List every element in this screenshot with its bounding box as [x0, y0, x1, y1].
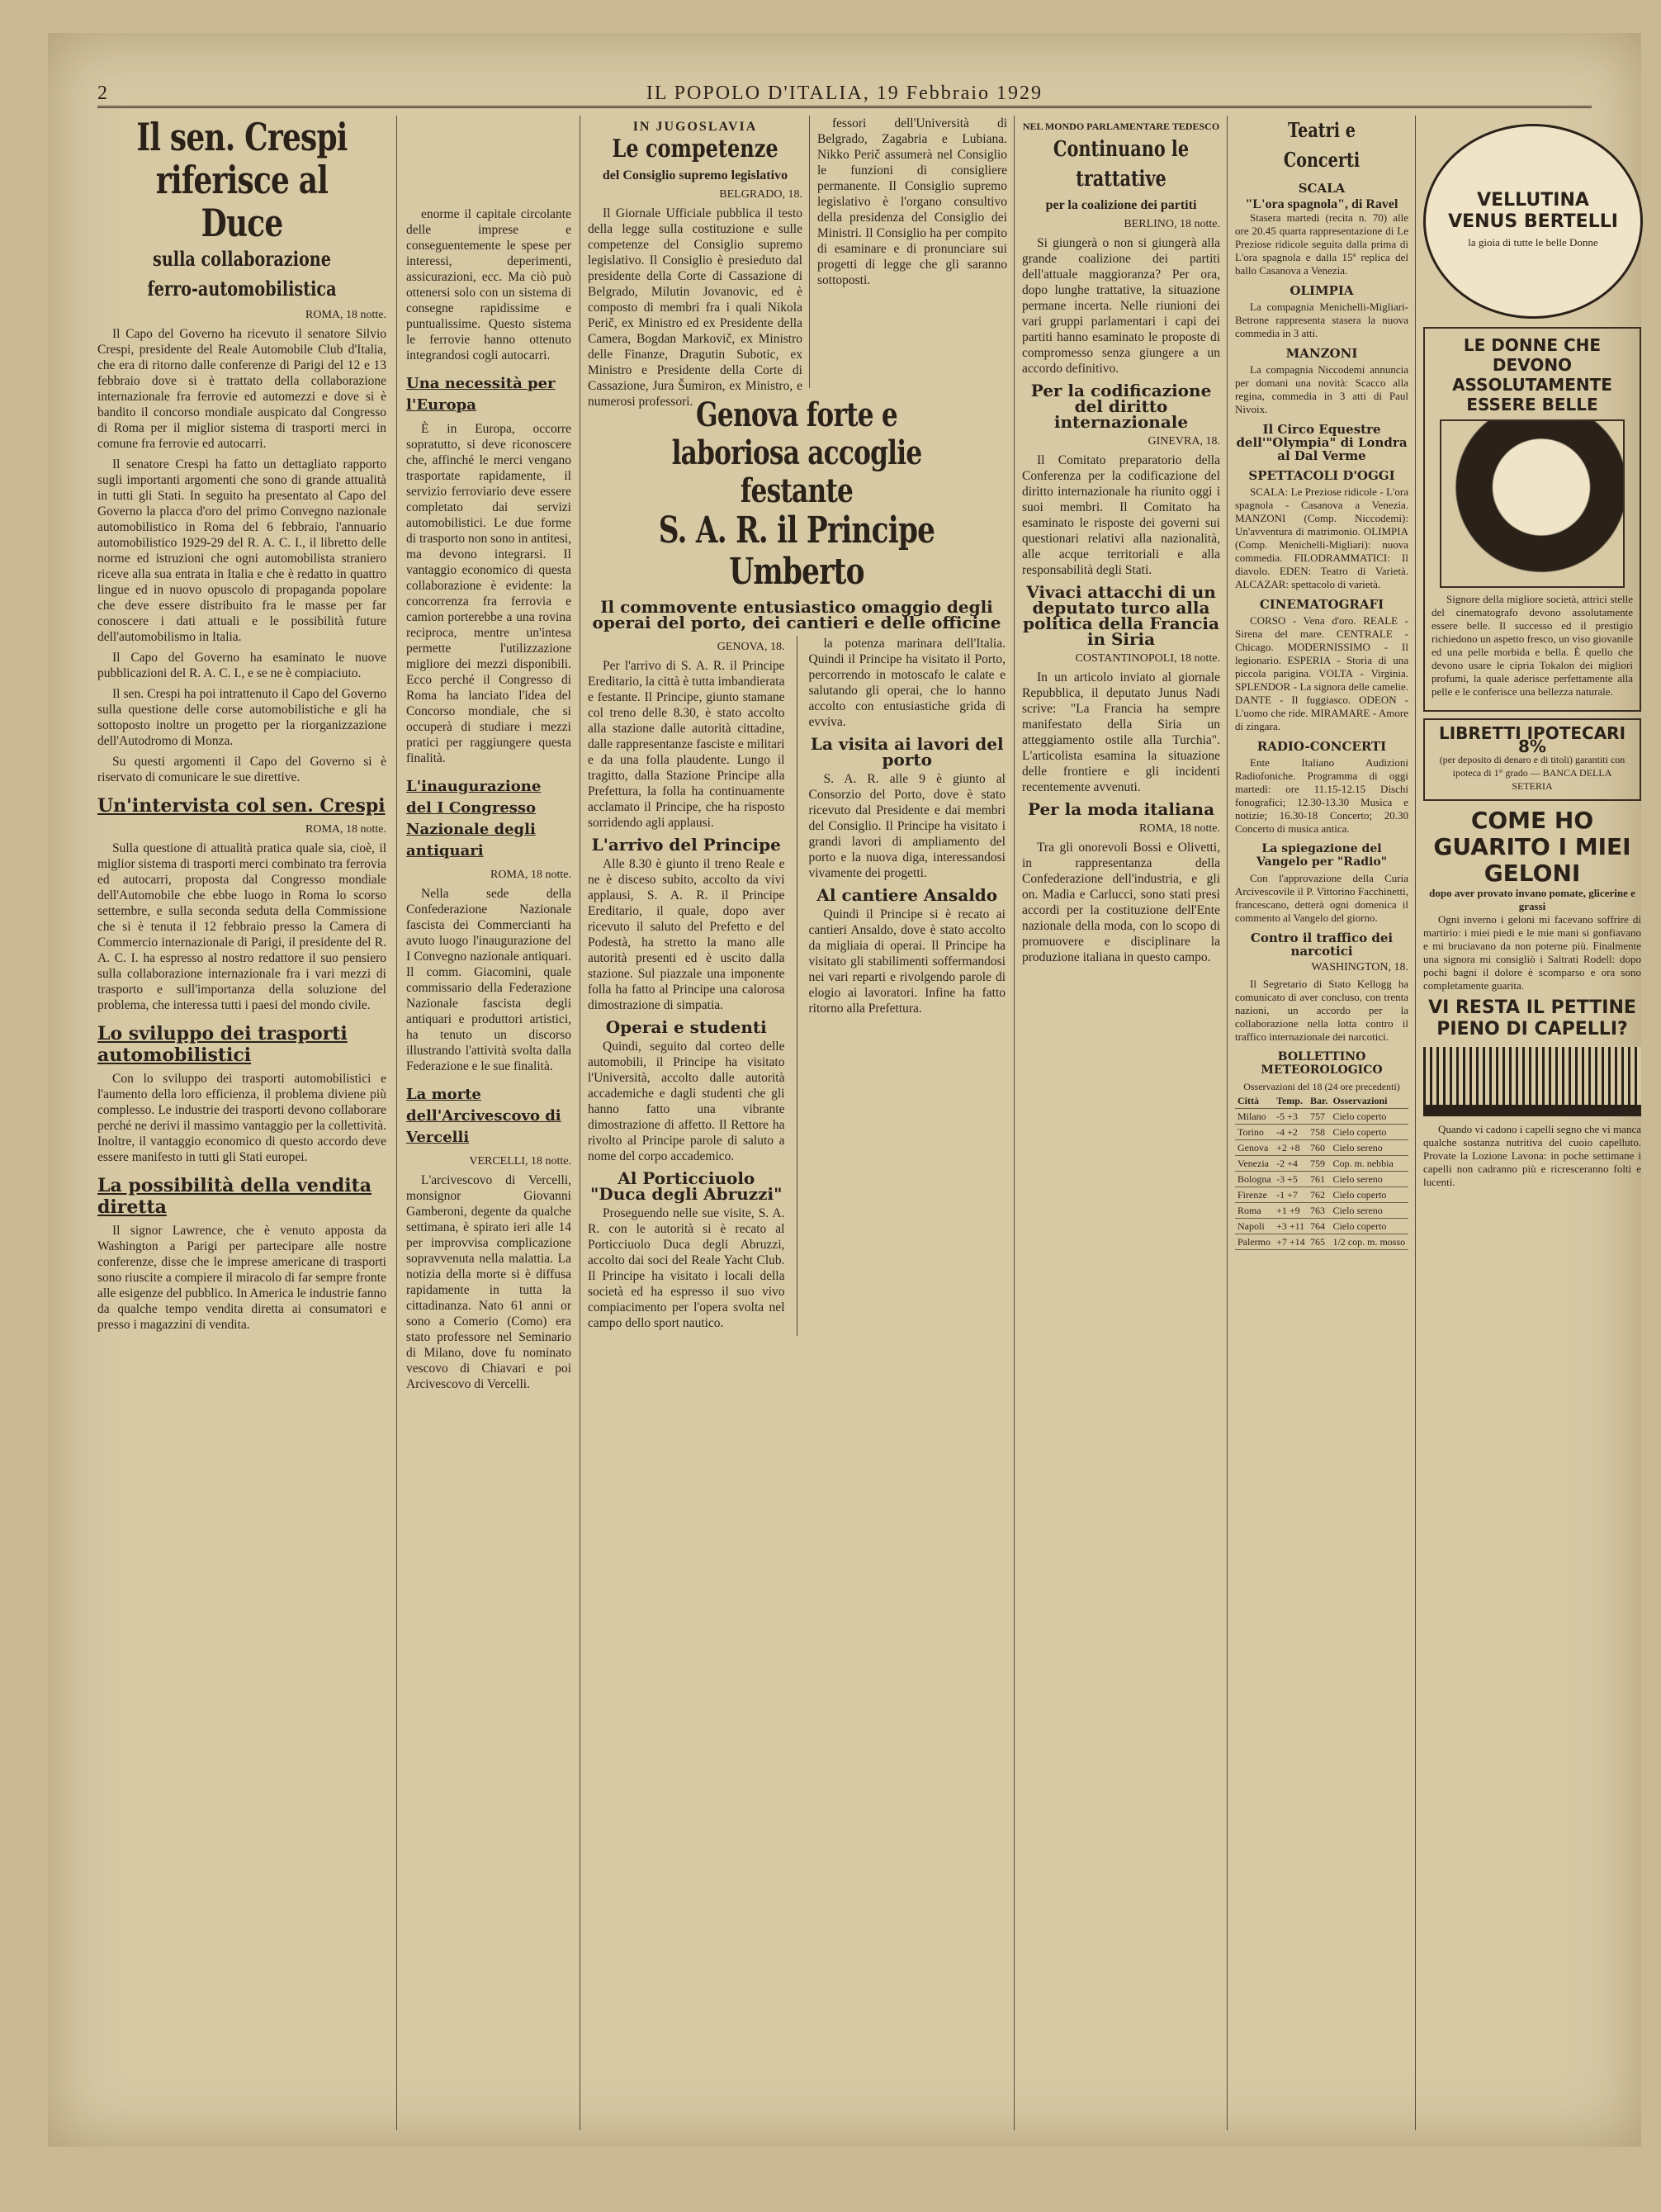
paragraph: Il Capo del Governo ha esaminato le nuove pubblicazioni del R. A. C. I., e se ne è compiaciuto. — [97, 651, 386, 680]
section-title: Per la moda italiana — [1027, 799, 1215, 819]
paragraph: SCALA: Le Preziose ridicole - L'ora spagnola - Casanova a Venezia. MANZONI (Comp. Niccodemi): Un'avventura di matrimonio. OLIMPIA (Comp. Menichelli-Migliari): nuova commedia. FILODRAMMATICI: Il diavolo. EDEN: Teatro di Varietà. ALCAZAR: spettacolo di varietà. — [1235, 486, 1408, 590]
meteo-cell: Genova — [1235, 1140, 1274, 1156]
dateline: GENOVA, 18. — [717, 641, 785, 653]
column-4-top — [817, 116, 1007, 388]
column-rule — [1415, 116, 1416, 2130]
meteo-row — [1235, 1140, 1408, 1156]
genova-article — [588, 396, 1006, 2130]
vellutina-title: VELLUTINA VENUS BERTELLI — [1448, 190, 1618, 232]
section-title: La possibilità della vendita diretta — [97, 1175, 372, 1218]
masthead — [97, 83, 1592, 108]
jugoslavia-headline: Le competenze — [612, 135, 778, 163]
comb-image — [1423, 1047, 1641, 1116]
paragraph: Il Comitato preparatorio della Conferenza per la codificazione del diritto internazionale ha riunito oggi i suoi membri. Il Comitato ha esaminato le risposte dei governi sui questionari relativi alla nazionalità, alle acque territoriali e alla responsabilità degli Stati. — [1022, 453, 1220, 577]
vellutina-ad — [1423, 124, 1643, 319]
geloni-subtitle: dopo aver provato invano pomate, glicerine e grassi — [1429, 887, 1635, 912]
dateline: BERLINO, 18 notte. — [1124, 218, 1220, 230]
paragraph: Tra gli onorevoli Bossi e Olivetti, in rappresentanza della Confederazione dell'industria, e gli on. Madia e Carlucci, sono stati presi accordi per la costituzione dell'Ente nazionale della moda, con lo scopo di promuovere e disciplinare la produzione italiana in questo campo. — [1022, 841, 1220, 964]
meteo-cell: -4 +2 — [1274, 1125, 1308, 1140]
meteo-title: BOLLETTINO METEOROLOGICO — [1261, 1050, 1383, 1077]
meteo-row — [1235, 1172, 1408, 1187]
meteo-header-cell: Osservazioni — [1330, 1093, 1408, 1109]
meteo-cell: Torino — [1235, 1125, 1274, 1140]
section-title: Al cantiere Ansaldo — [816, 885, 998, 905]
libretti-ad — [1423, 718, 1641, 801]
donne-title: LE DONNE CHE DEVONO ASSOLUTAMENTE ESSERE BELLE — [1452, 335, 1612, 414]
meteo-row — [1235, 1125, 1408, 1140]
meteo-cell: -1 +7 — [1274, 1187, 1308, 1203]
paragraph: Quindi il Principe si è recato ai cantieri Ansaldo, dove è stato accolto da migliaia di operai. Il Principe ha visitato gli stabilimenti soffermandosi nei vari reparti e rivolgendo parole di elogio ai lavoratori. Infine ha fatto ritorno alla Prefettura. — [808, 907, 1006, 1016]
vellutina-subtitle: la gioia di tutte le belle Donne — [1468, 236, 1598, 249]
paragraph: Signore della migliore società, attrici stelle del cinematografo devono assolutamente essere belle. Il successo ed il prestigio richiedono un aspetto fresco, un viso giovanile ed una pelle morbida e bella. È quello che devono usare le cipria Tokalon dei migliori profumi, la quale aderisce perfettamente alla pelle e le conferisce una bellezza naturale. — [1431, 593, 1633, 698]
meteo-row — [1235, 1156, 1408, 1172]
paragraph: Quando vi cadono i capelli segno che vi manca qualche sostanza nutritiva del cuoio capelluto. Provate la Lozione Lavona: in poche settimane i capelli non cadranno più e ricresceranno folti e lucenti. — [1423, 1123, 1641, 1188]
section-title: Il Circo Equestre dell'"Olympia" di Londra al Dal Verme — [1236, 422, 1408, 463]
meteo-cell: Milano — [1235, 1109, 1274, 1125]
pettine-title: VI RESTA IL PETTINE PIENO DI CAPELLI? — [1428, 997, 1636, 1040]
paragraph: La compagnia Menichelli-Migliari-Betrone rappresenta stasera la nuova commedia in 3 atti. — [1235, 301, 1408, 339]
paragraph: S. A. R. alle 9 è giunto al Consorzio del Porto, dove è stato ricevuto dal Presidente e dai membri del Consiglio. Il Principe ha visitato i grandi lavori di ampliamento del porto e la nuova diga, interessandosi vivamente dei progetti. — [808, 772, 1006, 880]
column-rule — [809, 116, 810, 388]
section-title: MANZONI — [1285, 346, 1358, 361]
paragraph: fessori dell'Università di Belgrado, Zagabria e Lubiana. Nikko Perič assumerà nel Consiglio le funzioni di consigliere permanente. Il Consiglio supremo legislativo è l'organo consultivo della presidenza del Consiglio dei Ministri. Il Consiglio ha per compito di esaminare e di pronunciare sui progetti di legge che gli saranno sottoposti. — [817, 116, 1007, 287]
meteo-cell: 758 — [1308, 1125, 1330, 1140]
meteo-cell: 762 — [1308, 1187, 1330, 1203]
dateline: ROMA, 18 notte. — [305, 823, 386, 836]
paragraph: Il Segretario di Stato Kellogg ha comunicato di aver concluso, con trenta nazioni, un accordo per la collaborazione nella lotta contro il traffico internazionale dei narcotici. — [1235, 978, 1408, 1043]
meteo-cell: 765 — [1308, 1234, 1330, 1250]
meteo-cell: Palermo — [1235, 1234, 1274, 1250]
subhead: "L'ora spagnola", di Ravel — [1245, 197, 1398, 211]
meteo-cell: +1 +9 — [1274, 1203, 1308, 1219]
kicker: NEL MONDO PARLAMENTARE TEDESCO — [1022, 121, 1220, 132]
meteo-cell: 1/2 cop. m. mosso — [1330, 1234, 1408, 1250]
dateline: ROMA, 18 notte. — [490, 869, 571, 881]
meteo-row — [1235, 1109, 1408, 1125]
paragraph: Nella sede della Confederazione Nazionale fascista dei Commercianti ha avuto luogo l'inaugurazione del I Convegno nazionale antiquari. Il comm. Giacomini, quale commissario della Federazione Nazionale fascista degli antiquari e produttori artistici, ha tenuto un discorso illustrando l'attività svolta dalla Federazione e le sue finalità. — [406, 887, 571, 1073]
paragraph: Quindi, seguito dal corteo delle automobili, il Principe ha visitato l'Università, accolto dalle autorità accademiche e dagli studenti che gli hanno fatto una vibrante dimostrazione di affetto. Il Rettore ha rivolto al Principe parole di saluto a nome del corpo accademico. — [588, 1040, 785, 1163]
column-2 — [406, 116, 571, 2130]
meteo-cell: Cielo sereno — [1330, 1140, 1408, 1156]
section-title: Contro il traffico dei narcotici — [1250, 931, 1394, 959]
meteo-body — [1235, 1109, 1408, 1250]
meteo-cell: 764 — [1308, 1219, 1330, 1234]
meteo-cell: Cielo coperto — [1330, 1219, 1408, 1234]
meteo-cell: Cielo coperto — [1330, 1109, 1408, 1125]
meteo-header-row — [1235, 1093, 1408, 1109]
paragraph: Ogni inverno i geloni mi facevano soffrire di martirio: i miei piedi e le mie mani si gonfiavano e mi bruciavano da non poterne più. Finalmente una signora mi consigliò i Saltrati Rodell: dopo pochi bagni il dolore è scomparso e ora sono completamente guarita. — [1423, 913, 1641, 992]
column-7 — [1235, 116, 1408, 2130]
column-rule — [1227, 116, 1228, 2130]
column-3-top — [588, 116, 802, 409]
genova-headline-2: S. A. R. il Principe Umberto — [658, 509, 935, 593]
column-rule — [396, 116, 397, 2130]
meteo-row — [1235, 1187, 1408, 1203]
meteo-cell: Napoli — [1235, 1219, 1274, 1234]
genova-headline: Genova forte e laboriosa accoglie festante — [671, 396, 922, 510]
dateline: ROMA, 18 notte. — [1139, 822, 1220, 835]
meteo-row — [1235, 1219, 1408, 1234]
dateline: COSTANTINOPOLI, 18 notte. — [1075, 652, 1220, 665]
meteo-header-cell: Bar. — [1308, 1093, 1330, 1109]
paragraph: La compagnia Niccodemi annuncia per domani una novità: Scacco alla regina, commedia in 3 atti di Paul Nivoix. — [1235, 363, 1408, 415]
pettine-ad — [1423, 997, 1641, 1189]
section-title: OLIMPIA — [1290, 283, 1354, 298]
paragraph: Proseguendo nelle sue visite, S. A. R. con le autorità si è recato al Porticciuolo Duca degli Abruzzi, accolto dai soci del Reale Yacht Club. Il Principe ha visitato i locali della società ed ha espresso il suo vivo compiacimento per l'opera svolta nel campo dello sport nautico. — [588, 1206, 785, 1330]
paragraph: Sulla questione di attualità pratica quale sia, cioè, il miglior sistema di trasporti merci combinato tra ferrovia ed autocarri, proposta dal Congresso mondiale dell'Automobile che ebbe luogo in Roma lo scorso settembre, e sulla seconda seduta della Commissione che si è tenuta il 12 febbraio presso la Camera di Commercio internazionale di Parigi, il presidente del R. A. C. I. ha espresso al nostro redattore il suo pensiero sulla collaborazione internazionale fra i vari mezzi di trasporto e sull'importanza della soluzione del problema, che interessa tutti i paesi del mondo civile. — [97, 841, 386, 1012]
page-number: 2 — [97, 83, 109, 104]
meteo-cell: Venezia — [1235, 1156, 1274, 1172]
section-title: La visita ai lavori del porto — [810, 734, 1004, 770]
meteo-cell: -2 +4 — [1274, 1156, 1308, 1172]
section-title: SPETTACOLI D'OGGI — [1248, 468, 1395, 483]
woman-portrait-image — [1440, 419, 1625, 588]
paragraph: Il senatore Crespi ha fatto un dettagliato rapporto sugli importanti argomenti che sono di grande attualità in tutti gli Stati. In seguito ha presentato al Capo del Governo la placca d'oro del primo Convegno nazionale automobilistico in Roma del 6 febbraio, l'annuario automobilistico 1929-29 del R. A. C. I., il libretto delle norme ed istruzioni che ogni automobilista straniero riceve alla sua entrata in Italia e che è redatto in quattro lingue ed in nuovo opuscolo di propaganda popolare che deve essere distribuito fra le masse per far conoscere i dati attuali e le possibilità future dell'automobilismo in Italia. — [97, 457, 386, 644]
section-title: L'inaugurazione del I Congresso Nazionale degli antiquari — [406, 778, 542, 860]
dateline: BELGRADO, 18. — [719, 188, 802, 201]
paragraph: CORSO - Vena d'oro. REALE - Sirena del mare. CENTRALE - Chicago. MODERNISSIMO - Il legionario. ESPERIA - Storia di una piccola parigina. VOLTA - Virginia. SPLENDOR - La signora delle camelie. DANTE - Il fuggiasco. ODEON - L'uomo che ride. MIRAMARE - Amore di zingara. — [1235, 614, 1408, 732]
meteo-subtitle: Osservazioni del 18 (24 ore precedenti) — [1243, 1081, 1400, 1092]
meteo-table — [1235, 1093, 1408, 1250]
section-title: Al Porticciuolo "Duca degli Abruzzi" — [589, 1168, 783, 1204]
section-title: SCALA — [1298, 181, 1346, 196]
subhead: per la coalizione dei partiti — [1045, 198, 1197, 212]
genova-col-b — [809, 636, 1006, 1336]
meteo-cell: 760 — [1308, 1140, 1330, 1156]
paragraph: Il Capo del Governo ha ricevuto il senatore Silvio Crespi, presidente del Reale Automobile Club d'Italia, che era di ritorno dalle conferenze di Parigi del 12 e 13 febbraio dove si è trattato della collaborazione internazionale fra ferrovie ed automezzi e dove si è bandito il concorso mondiale auspicato dal Congresso di Roma per il miglior sistema di trasporti merci in comune fra ferrovie ed autocarri. — [97, 327, 386, 451]
masthead-title: IL POPOLO D'ITALIA, 19 Febbraio 1929 — [646, 83, 1043, 104]
section-title: CINEMATOGRAFI — [1259, 597, 1384, 612]
meteo-cell: Cielo sereno — [1330, 1203, 1408, 1219]
paragraph: Si giungerà o non si giungerà alla grande coalizione dei partiti dell'attuale maggioranza? Per ora, dopo lunghe trattative, la situazione permane incerta. Nelle riunioni dei vari gruppi parlamentari i capi dei partiti hanno esaminato le proposte di compromesso senza giungere a un accordo definitivo. — [1022, 236, 1220, 376]
dateline: VERCELLI, 18 notte. — [469, 1155, 571, 1168]
meteo-header-cell: Città — [1235, 1093, 1274, 1109]
teatri-headline: Teatri e Concerti — [1283, 118, 1361, 172]
section-title: La morte dell'Arcivescovo di Vercelli — [406, 1086, 561, 1146]
meteo-cell: Roma — [1235, 1203, 1274, 1219]
paragraph: la potenza marinara dell'Italia. Quindi il Principe ha visitato il Porto, percorrendo in motoscafo le calate e salutando gli operai, che lo hanno accolto con entusiastiche grida di evviva. — [808, 637, 1006, 729]
section-title: Lo sviluppo dei trasporti automobilistici — [97, 1023, 348, 1066]
paragraph: Alle 8.30 è giunto il treno Reale e ne è disceso subito, accolto da vivi applausi, S. A. R. il Principe Ereditario, il quale, dopo aver ricevuto il saluto del Prefetto e del Podestà, ha stretto la mano alle autorità presenti ed è uscito dalla stazione. Sul piazzale una imponente folla ha fatto al Principe una calorosa dimostrazione di simpatia. — [588, 857, 785, 1012]
paragraph: Ente Italiano Audizioni Radiofoniche. Programma di oggi martedì: ore 11.15-12.15 Dischi fonografici; 12.30-13.30 Musica e notizie; 16.30-18 Concerto; 20.30 Concerto di musica antica. — [1235, 756, 1408, 835]
paragraph: Con l'approvazione della Curia Arcivescovile il P. Vittorino Facchinetti, francescano, detterà ogni domenica il commento al Vangelo del giorno. — [1235, 872, 1408, 924]
libretti-title: LIBRETTI IPOTECARI 8% — [1438, 723, 1626, 756]
paragraph: Il signor Lawrence, che è venuto apposta da Washington a Parigi per partecipare alle nostre conferenze, disse che le imprese americane di trasporti sono riuscite a compiere il miracolo di far sempre fronte alle esigenze del pubblico. In America le industrie fanno da qualche tempo vendita diretta ai consumatori e presso i magazzini di vendita. — [97, 1224, 386, 1332]
trattative-headline: Continuano le trattative — [1053, 137, 1190, 192]
meteo-cell: 761 — [1308, 1172, 1330, 1187]
meteo-cell: Firenze — [1235, 1187, 1274, 1203]
section-title: Vivaci attacchi di un deputato turco alla politica della Francia in Siria — [1023, 582, 1219, 649]
genova-col-a — [588, 636, 785, 1336]
paragraph: Stasera martedì (recita n. 70) alle ore 20.45 quarta rappresentazione di Le Preziose ridicole seguita dalla prima di L'ora spagnola e dalla 15ª replica del ballo Casanova a Venezia. — [1235, 211, 1408, 277]
paragraph: enorme il capitale circolante delle imprese e conseguentemente le spese per interessi, deperimenti, assicurazioni, ecc. Ma ciò può ottenersi solo con un sistema di consegne rapidissime e puntualissime. Questo sistema le ferrovie hanno ottenuto integrandosi cogli autocarri. — [406, 207, 571, 362]
paragraph: Su questi argomenti il Capo del Governo si è riservato di comunicare le sue direttive. — [97, 755, 386, 784]
meteo-cell: -3 +5 — [1274, 1172, 1308, 1187]
meteo-cell: Cop. m. nebbia — [1330, 1156, 1408, 1172]
section-title: Una necessità per l'Europa — [406, 375, 556, 414]
dateline: ROMA, 18 notte. — [305, 309, 386, 321]
libretti-subtitle: (per deposito di denaro e di titoli) garantiti con ipoteca di 1° grado — BANCA DELLA SETERIA — [1439, 754, 1626, 792]
meteo-header-cell: Temp. — [1274, 1093, 1308, 1109]
column-rule — [1014, 116, 1015, 2130]
genova-subhead: Il commovente entusiastico omaggio degli operai del porto, dei cantieri e delle officine — [592, 597, 1001, 632]
meteo-cell: +7 +14 — [1274, 1234, 1308, 1250]
paragraph: Per l'arrivo di S. A. R. il Principe Ereditario, la città è tutta imbandierata e festante. Il Principe, giunto stamane col treno delle 8.30, è stato accolto alla stazione dalle autorità cittadine, dalle rappresentanze fasciste e militari e da una folla plaudente. Lungo il tragitto, dalla Stazione Principe alla Prefettura, la folla ha continuamente acclamato il Principe, che ha risposto sorridendo agli applausi. — [588, 659, 785, 830]
paragraph: L'arcivescovo di Vercelli, monsignor Giovanni Gamberoni, degente da qualche settimana, è spirato ieri alle 14 per improvvisa complicazione sopravvenuta nella malattia. La notizia della morte si è diffusa rapidamente in tutta la cittadinanza. Nato 61 anni or sono a Comerio (Como) era stato professore nel Seminario di Milano, dove fu nominato vescovo di Chiavari e poi Arcivescovo di Vercelli. — [406, 1173, 571, 1391]
meteo-cell: -5 +3 — [1274, 1109, 1308, 1125]
paragraph: Con lo sviluppo dei trasporti automobilistici e l'aumento della loro efficienza, il problema diviene più complesso. Le industrie dei trasporti devono collaborare perché ne derivi il massimo vantaggio per la collettività. Inoltre, il vantaggio economico di questo accordo deve essere manifesto in tutti gli Stati europei. — [97, 1072, 386, 1164]
section-title: RADIO-CONCERTI — [1256, 739, 1387, 754]
paragraph: Il sen. Crespi ha poi intrattenuto il Capo del Governo sulla questione delle corse automobilistiche e gli ha sottoposto inoltre un progetto per la riorganizzazione dell'Autodromo di Monza. — [97, 687, 386, 748]
geloni-title: COME HO GUARITO I MIEI GELONI — [1433, 807, 1631, 887]
column-ads — [1423, 116, 1641, 2130]
section-title: Operai e studenti — [605, 1017, 767, 1037]
section-title: Un'intervista col sen. Crespi — [97, 795, 386, 817]
dateline: GINEVRA, 18. — [1148, 435, 1220, 448]
meteo-cell: 759 — [1308, 1156, 1330, 1172]
meteo-cell: Cielo sereno — [1330, 1172, 1408, 1187]
meteo-cell: +3 +11 — [1274, 1219, 1308, 1234]
subhead: del Consiglio supremo legislativo — [602, 168, 788, 182]
donne-ad — [1423, 327, 1641, 712]
meteo-row — [1235, 1234, 1408, 1250]
crespi-headline: Il sen. Crespi riferisce al Duce — [136, 115, 348, 245]
meteo-cell: Bologna — [1235, 1172, 1274, 1187]
section-title: La spiegazione del Vangelo per "Radio" — [1256, 842, 1388, 869]
crespi-subhead: sulla collaborazione ferro-automobilistica — [147, 247, 337, 301]
column-6 — [1022, 116, 1220, 2130]
meteo-cell: Cielo coperto — [1330, 1187, 1408, 1203]
paragraph: In un articolo inviato al giornale Repubblica, il deputato Junus Nadi scrive: "La Francia ha sempre manifestato della Siria un atteggiamento ostile alla Turchia". L'articolista esamina la situazione delle frontiere e gli incidenti recentemente avvenuti. — [1022, 670, 1220, 794]
section-title: Per la codificazione del diritto internazionale — [1030, 381, 1212, 432]
paragraph: Il Giornale Ufficiale pubblica il testo della legge sulla costituzione e sulle competenze del Consiglio supremo legislativo. Il Consiglio è presieduto dal presidente della Corte di Cassazione di Belgrado, Milutin Jovanovic, ed è composto di membri fra i quali Nikola Perič, ex Ministro ed ex Presidente della Camera, Bogdan Markovič, ex Ministro delle Finanze, Dragutin Subotic, ex Ministro e Presidente della Corte di Cassazione, Jura Šumiron, ex Ministro, e numerosi professori. — [588, 206, 802, 409]
kicker: IN JUGOSLAVIA — [632, 120, 758, 134]
section-title: L'arrivo del Principe — [591, 835, 781, 855]
geloni-ad — [1423, 808, 1641, 992]
meteo-cell: +2 +8 — [1274, 1140, 1308, 1156]
newspaper-page — [48, 33, 1641, 2147]
meteo-cell: Cielo coperto — [1330, 1125, 1408, 1140]
column-1 — [97, 116, 386, 2130]
dateline: WASHINGTON, 18. — [1311, 961, 1408, 973]
paragraph: È in Europa, occorre sopratutto, si deve riconoscere che, affinché le merci vengano trasportate rapidamente, il servizio ferroviario deve essere completato dai servizi automobilistici. Le due forme di trasporto non sono in antitesi, ma devono integrarsi. Il vantaggio economico di questa collaborazione è evidente: la concorrenza fra ferrovia e camion porterebbe a una rovina reciproca, mentre un'intesa permette l'utilizzazione migliore dei mezzi disponibili. Ecco perché il Congresso di Roma ha lanciato l'idea del Concorso mondiale, che si occuperà di studiare i mezzi pratici per raggiungere questa finalità. — [406, 422, 571, 765]
meteo-row — [1235, 1203, 1408, 1219]
meteo-cell: 763 — [1308, 1203, 1330, 1219]
meteo-cell: 757 — [1308, 1109, 1330, 1125]
